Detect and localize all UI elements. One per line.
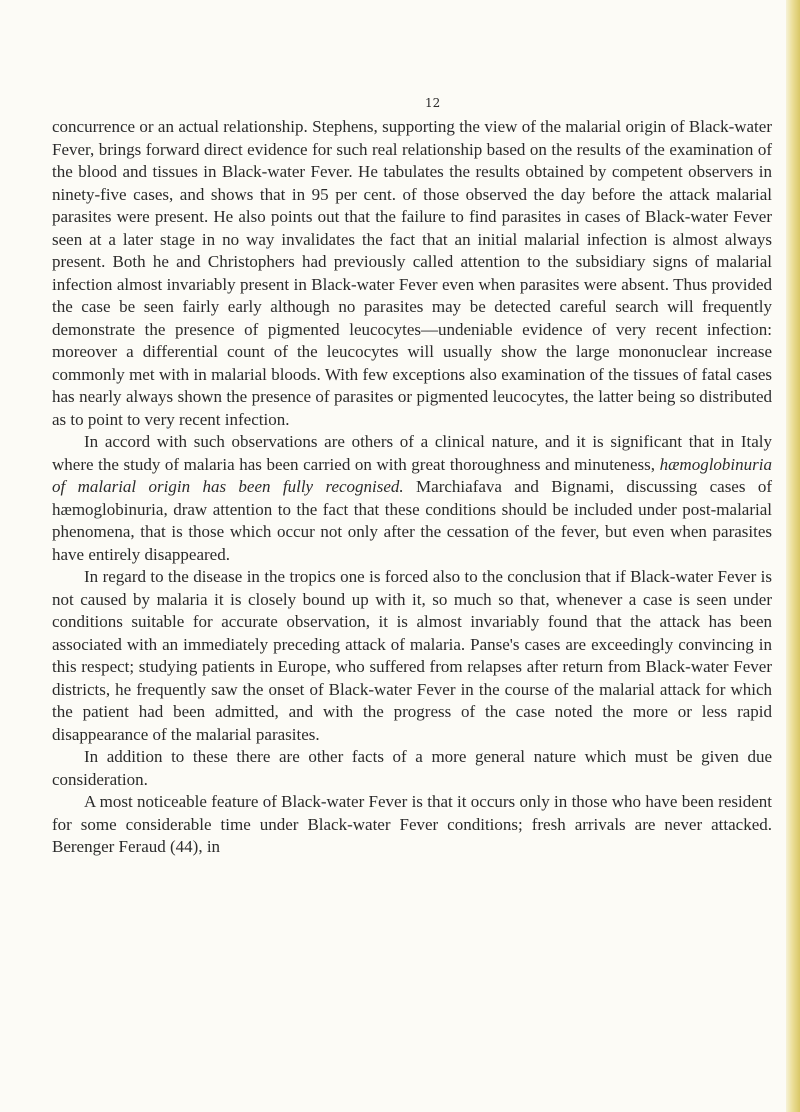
page-number: 12: [425, 96, 441, 110]
paragraph-2-italic-phrase: hæmoglobinuria of malarial origin has been fully recognised.: [52, 454, 772, 496]
paragraph-1: concurrence or an actual relationship. Stephens, supporting the view of the malarial origin of Black-water Fever, brings forward direct evidence for such real relationship based on the results of the examination of the blood and tissues in Black-water Fever. He tabulates the results obtained by competent observers in ninety-five cases, and shows that in 95 per cent. of those observed the day before the attack malarial parasites were present. He also points out that the failure to find parasites in cases of Black-water Fever seen at a later stage in no way invalidates the fact that an initial malarial infection is almost always present. Both he and Christophers had previously called attention to the subsidiary signs of malarial infection almost invariably present in Black-water Fever even when parasites were absent. Thus provided the case be seen fairly early although no parasites may be detected careful search will frequently demonstrate the presence of pigmented leucocytes—undeniable evidence of very recent infection: moreover a differential count of the leucocytes will usually show the large mononuclear increase commonly met with in malarial bloods. With few exceptions also examination of the tissues of fatal cases has nearly always shown the presence of parasites or pigmented leucocytes, the latter being so distributed as to point to very recent infection.: [52, 117, 772, 429]
paragraph-3: In regard to the disease in the tropics one is forced also to the conclusion that if Black-water Fever is not caused by malaria it is closely bound up with it, so much so that, whenever a case is seen under conditions suitable for accurate observation, it is almost invariably found that the attack has been associated with an immediately preceding attack of malaria. Panse's cases are exceedingly convincing in this respect; studying patients in Europe, who suffered from relapses after return from Black-water Fever districts, he frequently saw the onset of Black-water Fever in the course of the malarial attack for which the patient had been admitted, and with the progress of the case noted the more or less rapid disappearance of the malarial parasites.: [52, 567, 772, 744]
paragraph-5: A most noticeable feature of Black-water Fever is that it occurs only in those who have been resident for some considerable time under Black-water Fever conditions; fresh arrivals are never attacked. Berenger Feraud (44), in: [52, 792, 772, 856]
paragraph-4: In addition to these there are other facts of a more general nature which must be given due consideration.: [52, 747, 772, 789]
paragraph-2: [52, 431, 772, 566]
page-edge-strip: [786, 0, 800, 1112]
paragraph-2-text-before: In accord with such observations are others of a clinical nature, and it is significant that in Italy where the study of malaria has been carried on with great thoroughness and minuteness,: [52, 432, 772, 474]
body-text: [52, 116, 772, 859]
paragraph-2-text-after: Marchiafava and Bignami, discussing cases of hæmoglobinuria, draw attention to the fact that these conditions should be included under post-malarial phenomena, that is those which occur not only after the cessation of the fever, but even when parasites have entirely disappeared.: [52, 477, 772, 564]
